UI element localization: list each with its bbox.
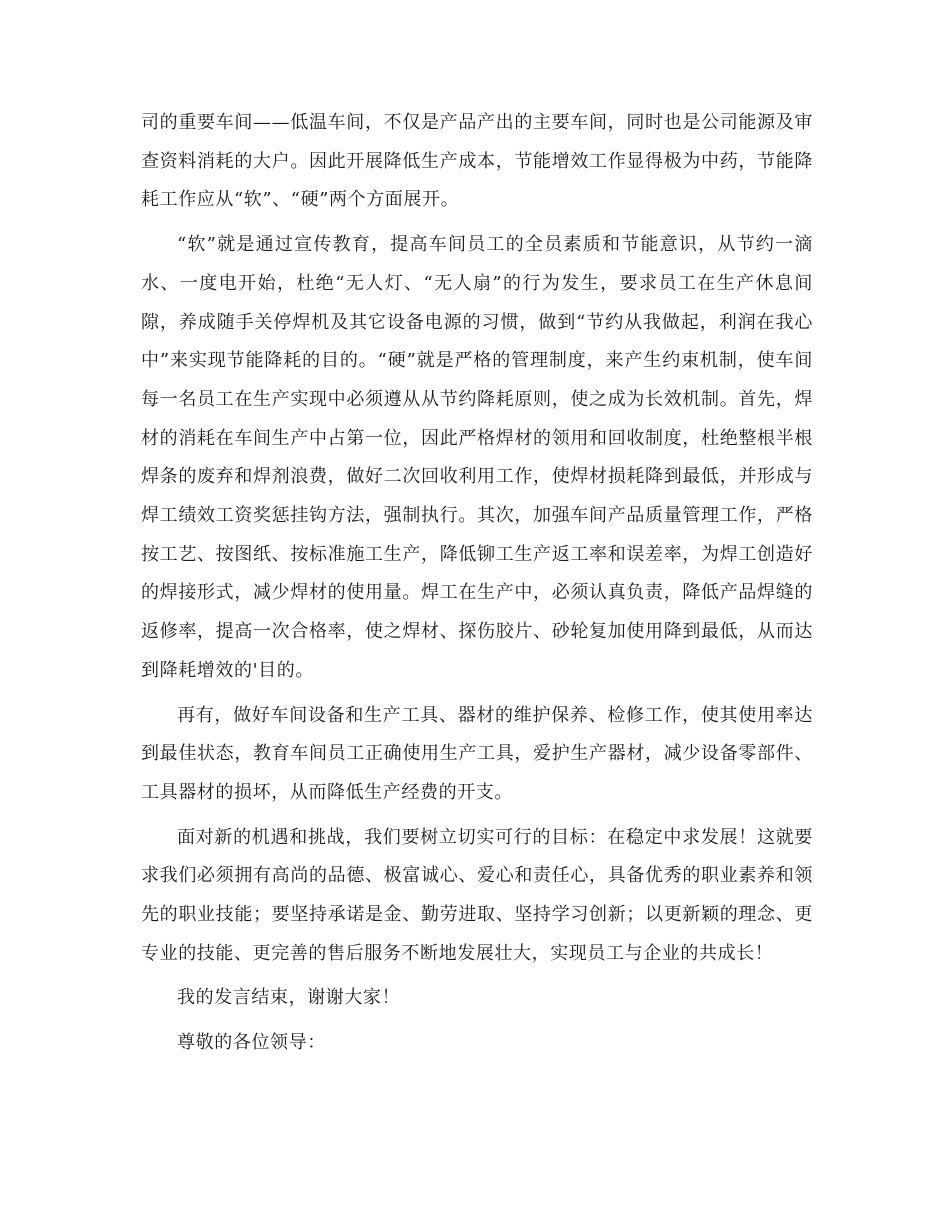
paragraph-goals: 面对新的机遇和挑战，我们要树立切实可行的目标：在稳定中求发展！这就要求我们必须拥有高尚的品德、极富诚心、爱心和责任心，具备优秀的职业素养和领先的职业技能；要坚持承诺是金、勤劳进取、坚持学习创新；以更新颖的理念、更专业的技能、更完善的售后服务不断地发展壮大，实现员工与企业的共成长！ [141,826,813,964]
paragraph-equipment-maintenance: 再有，做好车间设备和生产工具、器材的维护保养、检修工作，使其使用率达到最佳状态，教育车间员工正确使用生产工具，爱护生产器材，减少设备零部件、工具器材的损坏，从而降低生产经费的开支。 [141,704,813,803]
paragraph-salutation: 尊敬的各位领导： [177,1032,326,1054]
paragraph-soft-hard-measures: “软”就是通过宣传教育，提高车间员工的全员素质和节能意识，从节约一滴水、一度电开始，杜绝“无人灯、“无人扇”的行为发生，要求员工在生产休息间隙，养成随手关停焊机及其它设备电源的习惯，做到“节约从我做起，利润在我心中”来实现节能降耗的目的。“硬”就是严格的管理制度，来产生约束机制，使车间每一名员工在生产实现中必须遵从从节约降耗原则，使之成为长效机制。首先，焊材的消耗在车间生产中占第一位，因此严格焊材的领用和回收制度，杜绝整根半根焊条的废弃和焊剂浪费，做好二次回收利用工作，使焊材损耗降到最低，并形成与焊工绩效工资奖惩挂钩方法，强制执行。其次，加强车间产品质量管理工作，严格按工艺、按图纸、按标准施工生产，降低铆工生产返工率和误差率，为焊工创造好的焊接形式，减少焊材的使用量。焊工在生产中，必须认真负责，降低产品焊缝的返修率，提高一次合格率，使之焊材、探伤胶片、砂轮复加使用降到最低，从而达到降耗增效的'目的。 [141,234,813,681]
paragraph-workshop-intro: 司的重要车间——低温车间，不仅是产品产出的主要车间，同时也是公司能源及审查资料消耗的大户。因此开展降低生产成本，节能增效工作显得极为中药，节能降耗工作应从“软”、“硬”两个方面展开。 [141,112,813,211]
document-body [141,104,813,1069]
paragraph-closing: 我的发言结束，谢谢大家！ [177,987,401,1009]
